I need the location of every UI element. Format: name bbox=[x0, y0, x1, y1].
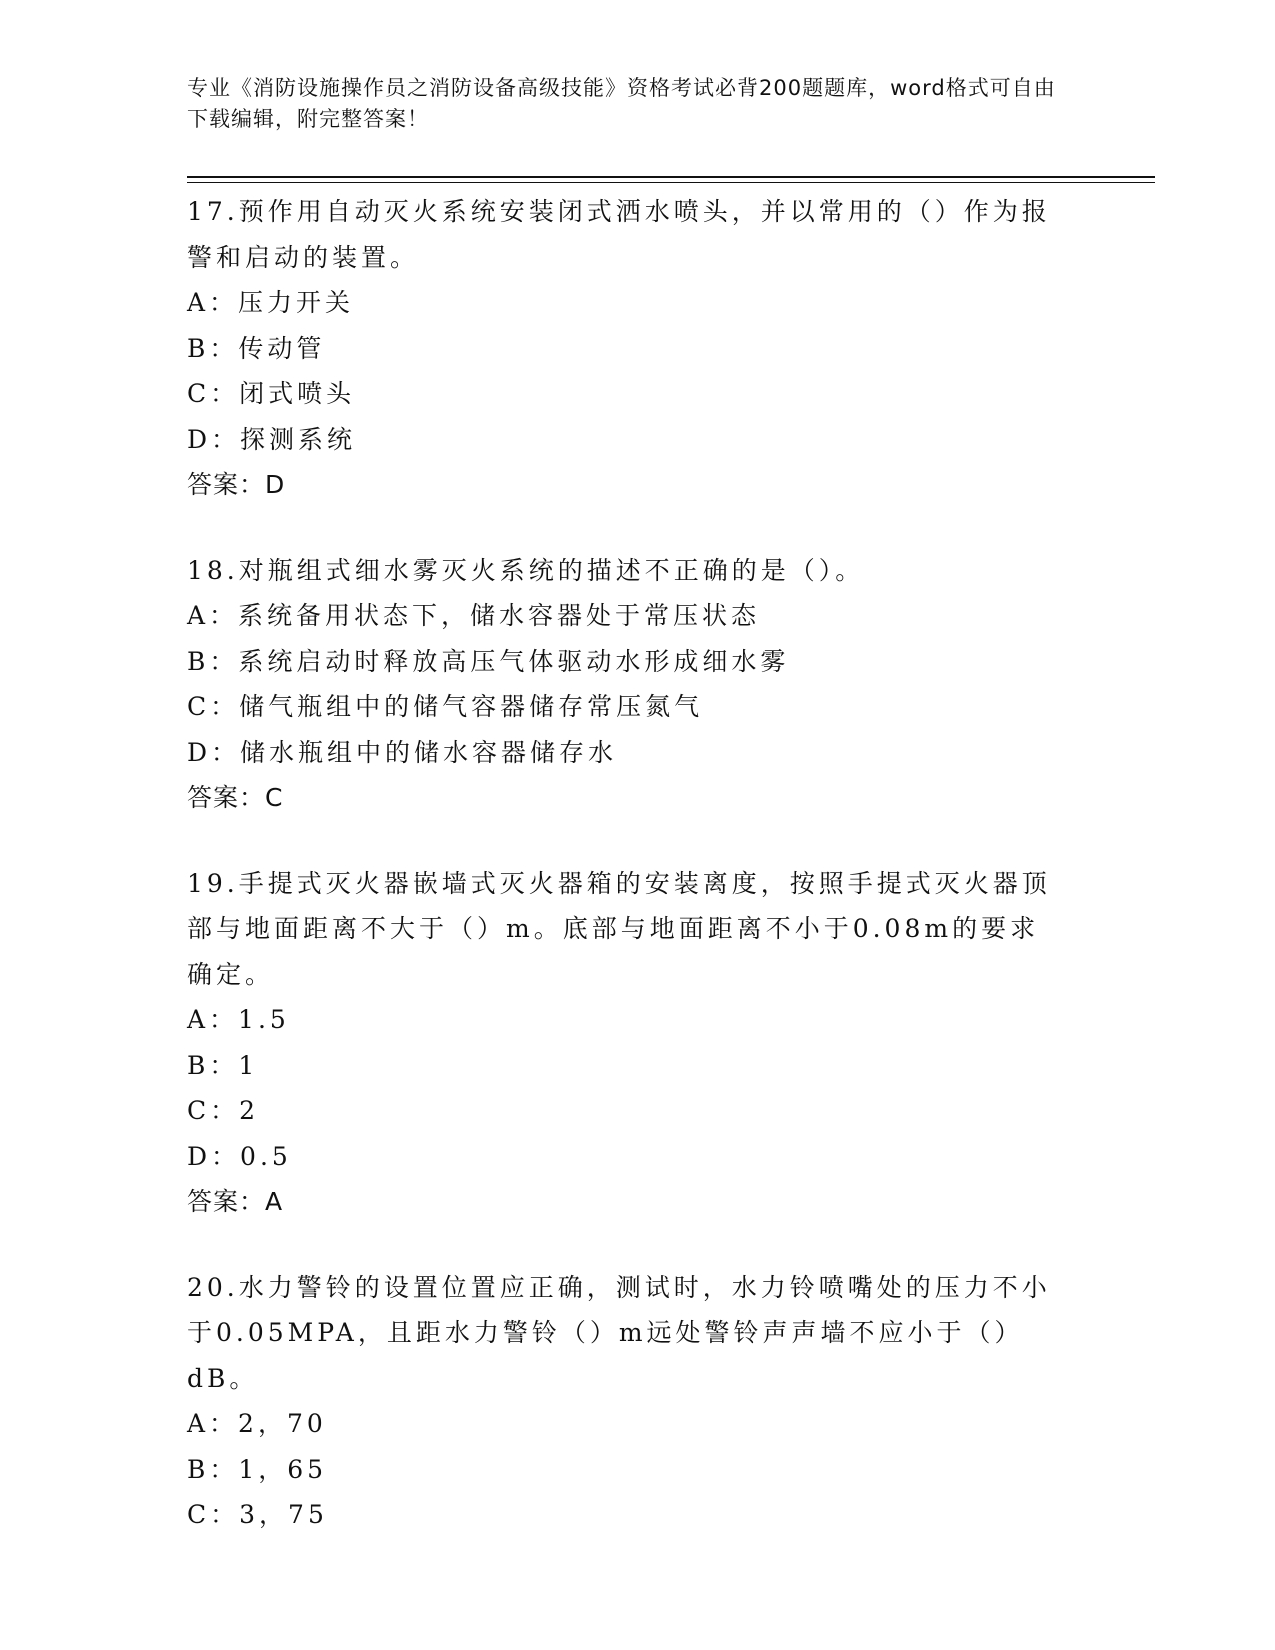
question-list bbox=[187, 189, 1087, 1538]
question-text: 19.手提式灭火器嵌墙式灭火器箱的安装离度，按照手提式灭火器顶部与地面距离不大于（）m。底部与地面距离不小于0.08m的要求确定。 bbox=[187, 868, 1051, 989]
option-a: A：2，70 bbox=[187, 1409, 327, 1438]
option-c: C：2 bbox=[187, 1096, 260, 1125]
question-20 bbox=[187, 1265, 1087, 1538]
question-18 bbox=[187, 548, 1087, 821]
option-c: C：闭式喷头 bbox=[187, 379, 356, 408]
question-17 bbox=[187, 189, 1087, 508]
option-d: D：储水瓶组中的储水容器储存水 bbox=[187, 737, 618, 767]
option-b: B：1 bbox=[187, 1050, 259, 1080]
header-divider-thin bbox=[187, 182, 1155, 183]
option-d: D：0.5 bbox=[187, 1141, 292, 1171]
option-a: A：系统备用状态下，储水容器处于常压状态 bbox=[187, 601, 761, 630]
document-header: 专业《消防设施操作员之消防设备高级技能》资格考试必背200题题库，word格式可自由下载编辑，附完整答案！ bbox=[187, 76, 1056, 131]
header-divider-thick bbox=[187, 176, 1155, 178]
answer-text: 答案：A bbox=[187, 1187, 284, 1216]
option-b: B：系统启动时释放高压气体驱动水形成细水雾 bbox=[187, 646, 790, 676]
answer-text: 答案：C bbox=[187, 783, 284, 812]
question-text: 18.对瓶组式细水雾灭火系统的描述不正确的是（）。 bbox=[187, 555, 865, 585]
question-19 bbox=[187, 861, 1087, 1225]
answer-text: 答案：D bbox=[187, 470, 286, 499]
option-c: C：储气瓶组中的储气容器储存常压氮气 bbox=[187, 692, 704, 721]
option-c: C：3，75 bbox=[187, 1500, 328, 1529]
option-b: B：传动管 bbox=[187, 333, 326, 363]
option-a: A：压力开关 bbox=[187, 288, 355, 317]
option-b: B：1，65 bbox=[187, 1454, 328, 1484]
option-d: D：探测系统 bbox=[187, 424, 357, 454]
question-text: 20.水力警铃的设置位置应正确，测试时，水力铃喷嘴处的压力不小于0.05MPA，且距水力警铃（）m远处警铃声声墙不应小于（）dB。 bbox=[187, 1272, 1051, 1393]
question-text: 17.预作用自动灭火系统安装闭式洒水喷头，并以常用的（）作为报警和启动的装置。 bbox=[187, 197, 1051, 272]
option-a: A：1.5 bbox=[187, 1005, 290, 1034]
